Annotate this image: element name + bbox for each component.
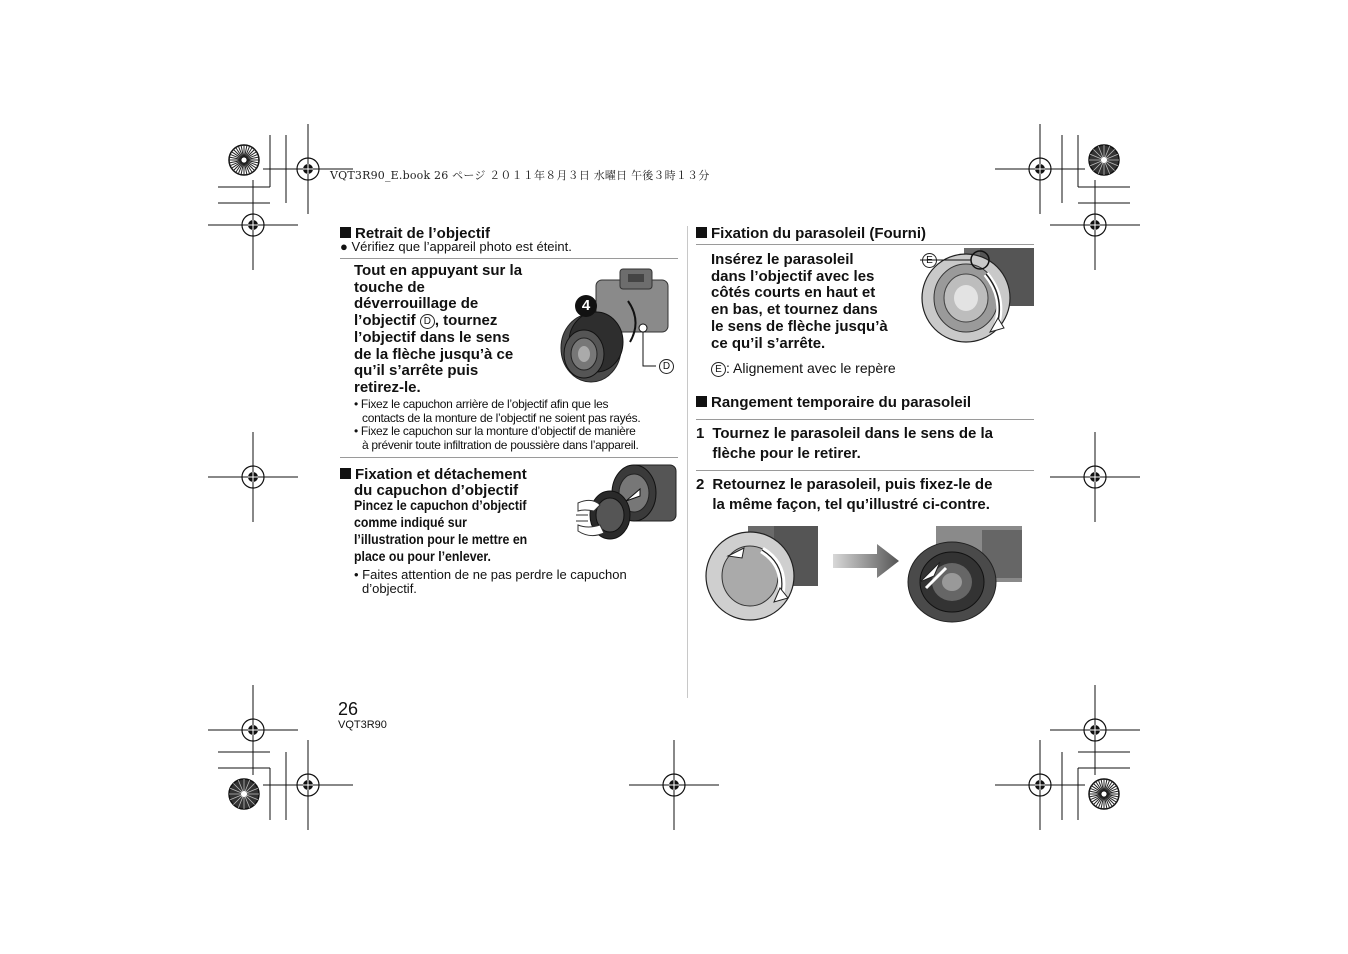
marker-e-icon: E [711, 362, 726, 377]
camera-lens-removal-illustration [556, 266, 676, 388]
section-rule [340, 457, 678, 458]
fixation-instructions: Insérez le parasoleil dans l’objectif avec les côtés courts en haut et en bas, et tournez dans le sens de flèche jusqu’à ce qu’il s’arrête. [711, 251, 888, 352]
print-header-line: VQT3R90_E.book 26 ページ ２０１１年８月３日 水曜日 午後３時１３分 [330, 169, 710, 182]
page-number: 26 [338, 699, 359, 719]
section-rule [696, 470, 1034, 471]
square-bullet-icon [340, 227, 351, 238]
rangement-step-1: 1 Tournez le parasoleil dans le sens de la flèche pour le retirer. [696, 425, 994, 462]
square-bullet-icon [340, 468, 351, 479]
hood-removal-illustration [704, 526, 818, 622]
rangement-step-2: 2 Retournez le parasoleil, puis fixez-le de la même façon, tel qu’illustré ci-contre. [696, 476, 993, 513]
section-title-capuchon: Fixation et détachement du capuchon d’objectif [340, 467, 527, 499]
lens-hood-attach-illustration [920, 248, 1034, 344]
marker-d-callout-icon: D [659, 359, 674, 374]
section-rule [340, 258, 678, 259]
hood-reversed-illustration [906, 526, 1022, 624]
capuchon-instructions: Pincez le capuchon d’objectif comme indiqué sur l’illustration pour le mettre en place ou pour l’enlever. [354, 497, 528, 564]
check-camera-off-note: ● Vérifiez que l’appareil photo est éteint. [340, 239, 572, 254]
section-title-fixation-parasoleil: Fixation du parasoleil (Fourni) [696, 226, 926, 242]
section-title-retrait: Retrait de l’objectif [340, 226, 490, 242]
step-badge-4: 4 [575, 295, 597, 317]
square-bullet-icon [696, 227, 707, 238]
model-code: VQT3R90 [338, 719, 387, 731]
square-bullet-icon [696, 396, 707, 407]
section-rule [696, 419, 1034, 420]
capuchon-note: • Faites attention de ne pas perdre le capuchon d’objectif. [354, 567, 627, 596]
retrait-notes: • Fixez le capuchon arrière de l’objectif afin que les contacts de la monture de l’objectif ne soient pas rayés. • Fixez le capuchon sur la monture d’objectif de manière à prévenir toute infiltration de poussière dans l’appareil. [354, 397, 641, 452]
marker-d-icon: D [420, 314, 435, 329]
retrait-instructions: Tout en appuyant sur la touche de déverrouillage de l’objectif D , tournez l’objectif dans le sens de la flèche jusqu’à ce qu’il s’arrête puis retirez-le. [354, 262, 523, 396]
section-rule [696, 244, 1034, 245]
marker-e-callout-icon: E [922, 253, 937, 268]
arrow-right-icon [833, 544, 899, 578]
alignment-legend: E : Alignement avec le repère [711, 361, 896, 377]
column-divider [687, 226, 688, 698]
section-title-rangement: Rangement temporaire du parasoleil [696, 395, 971, 411]
lens-cap-illustration [574, 463, 678, 553]
